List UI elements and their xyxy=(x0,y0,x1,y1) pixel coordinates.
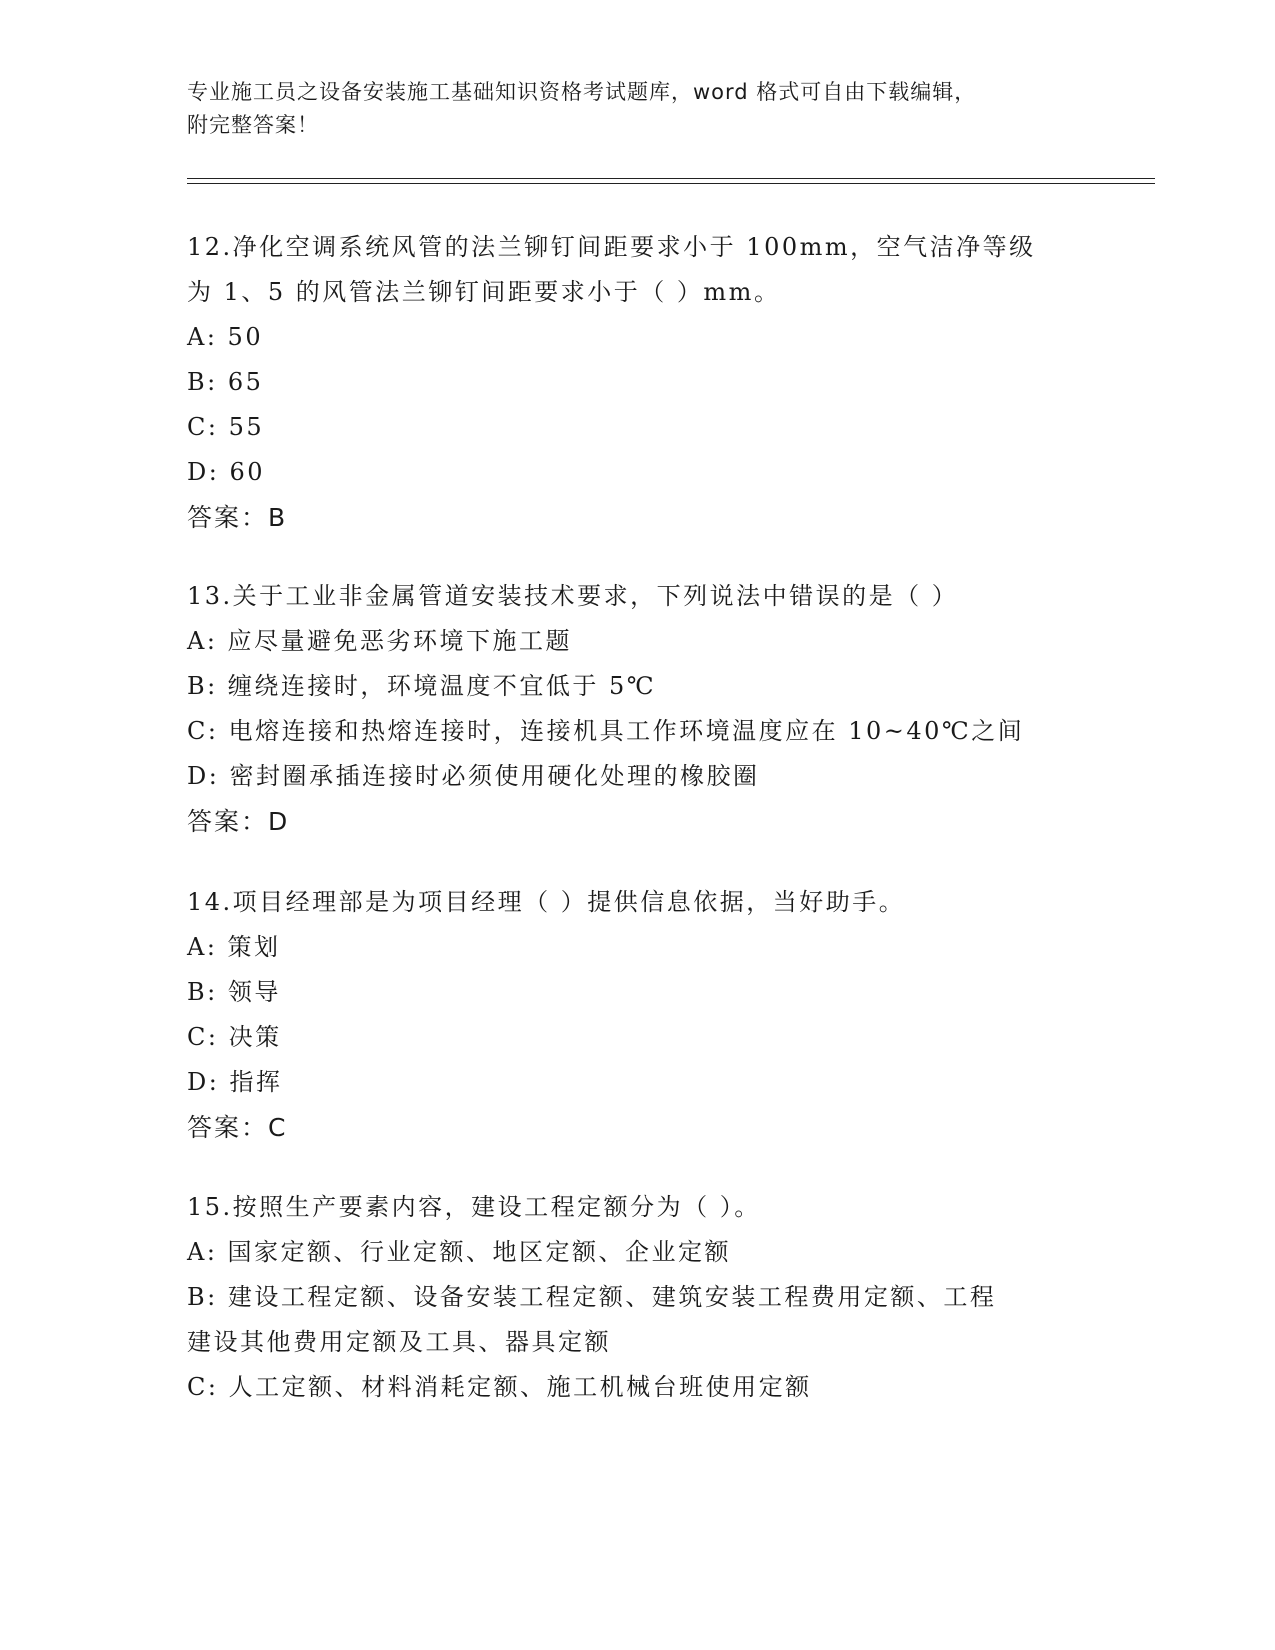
option-c: C: 决策 xyxy=(187,1023,282,1051)
question-stem-line: 12.净化空调系统风管的法兰铆钉间距要求小于 100mm，空气洁净等级 xyxy=(187,233,1036,261)
option-b: B: 领导 xyxy=(187,978,281,1006)
answer: 答案：C xyxy=(187,1113,288,1142)
option-d: D: 60 xyxy=(187,458,265,486)
question-stem-line: 13.关于工业非金属管道安装技术要求，下列说法中错误的是（ ） xyxy=(187,582,959,610)
option-d: D: 指挥 xyxy=(187,1068,283,1096)
header-divider-top xyxy=(187,178,1155,179)
option-b: B: 缠绕连接时，环境温度不宜低于 5℃ xyxy=(187,672,657,700)
answer: 答案：B xyxy=(187,503,288,532)
option-a: A: 国家定额、行业定额、地区定额、企业定额 xyxy=(187,1238,732,1266)
question-13 xyxy=(187,574,1087,844)
option-a: A: 应尽量避免恶劣环境下施工题 xyxy=(187,627,573,655)
document-header xyxy=(187,76,1087,142)
question-stem-line: 14.项目经理部是为项目经理（ ）提供信息依据，当好助手。 xyxy=(187,888,906,916)
question-stem-line: 15.按照生产要素内容，建设工程定额分为（ ）。 xyxy=(187,1193,761,1221)
header-line-1: 专业施工员之设备安装施工基础知识资格考试题库，word 格式可自由下载编辑， xyxy=(187,80,977,104)
option-a: A: 50 xyxy=(187,323,264,351)
question-stem-line: 为 1、5 的风管法兰铆钉间距要求小于（ ）mm。 xyxy=(187,278,781,306)
option-d: D: 密封圈承插连接时必须使用硬化处理的橡胶圈 xyxy=(187,762,760,790)
question-15 xyxy=(187,1185,1087,1410)
question-12 xyxy=(187,225,1087,540)
option-b: B: 65 xyxy=(187,368,264,396)
option-b-continued: 建设其他费用定额及工具、器具定额 xyxy=(187,1328,611,1356)
header-divider-bottom xyxy=(187,183,1155,184)
option-a: A: 策划 xyxy=(187,933,281,961)
question-14 xyxy=(187,880,1087,1150)
option-c: C: 55 xyxy=(187,413,265,441)
option-c: C: 电熔连接和热熔连接时，连接机具工作环境温度应在 10~40℃之间 xyxy=(187,717,1025,745)
header-line-2: 附完整答案！ xyxy=(187,113,319,137)
option-b: B: 建设工程定额、设备安装工程定额、建筑安装工程费用定额、工程 xyxy=(187,1283,997,1311)
option-c: C: 人工定额、材料消耗定额、施工机械台班使用定额 xyxy=(187,1373,812,1401)
answer: 答案：D xyxy=(187,807,290,836)
